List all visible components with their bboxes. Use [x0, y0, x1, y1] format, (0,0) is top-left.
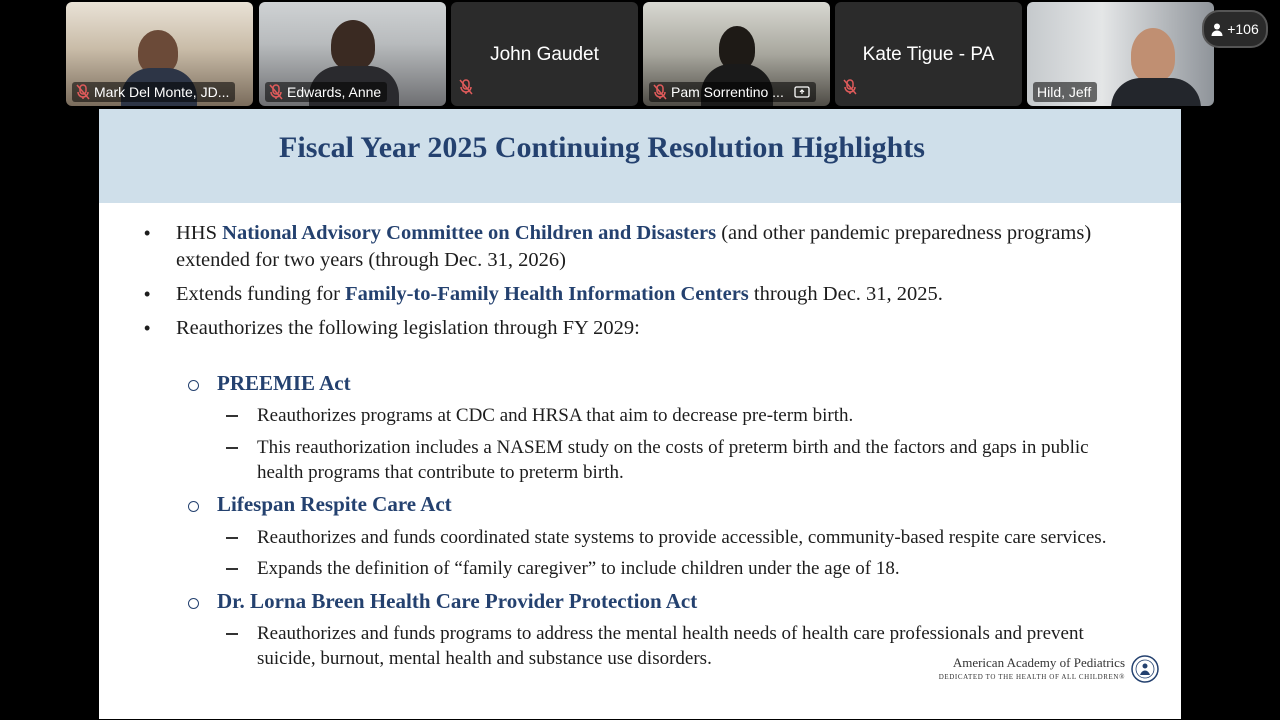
- bullet-highlight: Family-to-Family Health Information Centers: [345, 283, 749, 305]
- participant-video-body: [1111, 78, 1201, 106]
- act-item: Reauthorizes and funds coordinated state systems to provide accessible, community-based respite care services.: [257, 527, 1107, 548]
- participant-tile[interactable]: [66, 2, 253, 106]
- act-item: This reauthorization includes a NASEM study on the costs of preterm birth and the factors and gaps in public: [257, 437, 1089, 458]
- dash-bullet: [226, 415, 238, 417]
- participant-tile[interactable]: [835, 2, 1022, 106]
- bullet-text: Reauthorizes the following legislation through FY 2029:: [176, 317, 640, 339]
- dash-bullet: [226, 568, 238, 570]
- sub-bullet-circle: [188, 380, 199, 391]
- participant-name: Hild, Jeff: [1037, 84, 1092, 100]
- participant-name: Kate Tigue - PA: [862, 44, 995, 65]
- participant-name: Edwards, Anne: [287, 84, 382, 100]
- bullet-text: [176, 220, 1091, 247]
- aap-logo-tagline: DEDICATED TO THE HEALTH OF ALL CHILDREN®: [938, 673, 1125, 681]
- mic-muted-icon: [269, 84, 283, 100]
- act-item: Reauthorizes and funds programs to address the mental health needs of health care professionals and prevent: [257, 623, 1084, 644]
- bullet-text-pre: HHS: [176, 222, 223, 244]
- bullet-text-pre: Extends funding for: [176, 283, 346, 305]
- mic-muted-icon: [76, 84, 90, 100]
- act-item: Reauthorizes programs at CDC and HRSA that aim to decrease pre-term birth.: [257, 405, 854, 426]
- act-title: Dr. Lorna Breen Health Care Provider Protection Act: [217, 589, 698, 613]
- slide-header: [99, 109, 1181, 203]
- mic-muted-icon: [843, 79, 857, 95]
- participant-name-chip: [72, 82, 235, 102]
- participant-tile[interactable]: [451, 2, 638, 106]
- participant-tile[interactable]: [1027, 2, 1214, 106]
- participant-name: John Gaudet: [490, 44, 599, 65]
- participant-video: [331, 20, 375, 70]
- participant-tile[interactable]: [643, 2, 830, 106]
- bullet-text-post: through Dec. 31, 2025.: [748, 283, 943, 305]
- participant-tile[interactable]: [259, 2, 446, 106]
- aap-seal-icon: [1131, 655, 1159, 683]
- dash-bullet: [226, 447, 238, 449]
- bullet-dot: •: [144, 284, 151, 304]
- participant-video: [1131, 28, 1175, 82]
- act-item-line: suicide, burnout, mental health and substance use disorders.: [257, 648, 712, 669]
- bullet-highlight: National Advisory Committee on Children and Disasters: [222, 222, 717, 244]
- mic-muted-icon: [459, 79, 473, 95]
- participant-name: Mark Del Monte, JD...: [94, 84, 230, 100]
- dash-bullet: [226, 537, 238, 539]
- bullet-text: [176, 281, 943, 308]
- sub-bullet-circle: [188, 598, 199, 609]
- screen-share-icon: [794, 86, 810, 98]
- act-item: Expands the definition of “family caregiver” to include children under the age of 18.: [257, 558, 900, 579]
- participant-count: +106: [1227, 21, 1259, 37]
- dash-bullet: [226, 633, 238, 635]
- act-title: PREEMIE Act: [217, 371, 351, 395]
- bullet-dot: •: [144, 318, 151, 338]
- bullet-dot: •: [144, 223, 151, 243]
- participant-name-chip: [649, 82, 816, 102]
- shared-slide: [99, 109, 1181, 719]
- slide-title: Fiscal Year 2025 Continuing Resolution Highlights: [279, 131, 925, 164]
- participant-name: Pam Sorrentino ...: [671, 84, 784, 100]
- person-icon: [1211, 23, 1223, 36]
- bullet-text-post: (and other pandemic preparedness programs): [716, 222, 1092, 244]
- bullet-text-line: extended for two years (through Dec. 31, 2026): [176, 249, 566, 271]
- aap-logo-name: American Academy of Pediatrics: [952, 655, 1125, 670]
- participant-name-chip: [265, 82, 387, 102]
- participant-name-chip: [1033, 82, 1097, 102]
- participant-count-button[interactable]: [1202, 10, 1268, 48]
- act-item-line: health programs that contribute to preterm birth.: [257, 462, 624, 483]
- aap-logo: [938, 655, 1159, 689]
- sub-bullet-circle: [188, 501, 199, 512]
- mic-muted-icon: [653, 84, 667, 100]
- act-title: Lifespan Respite Care Act: [217, 492, 452, 516]
